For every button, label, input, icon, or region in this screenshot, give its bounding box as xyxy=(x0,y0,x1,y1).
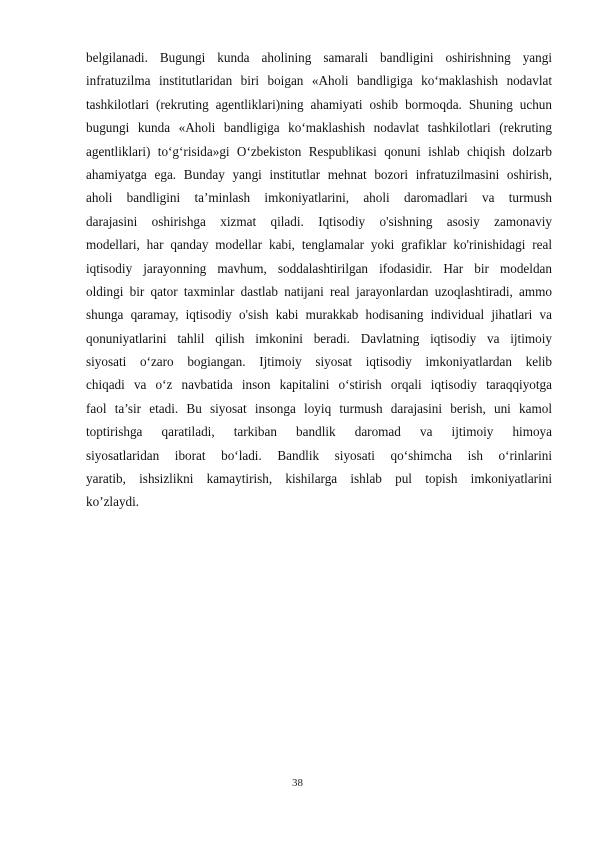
text-line: shunga qaramay, iqtisodiy o'sish kabi murakkab hodisaning individual jihatlari va xyxy=(86,307,552,323)
text-line: agentliklari) to‘g‘risida»gi O‘zbekiston Respublikasi qonuni ishlab chiqish dolzarb xyxy=(86,143,552,159)
text-line: tashkilotlari (rekruting agentliklari)ning ahamiyati oshib bormoqda. Shuning uchun xyxy=(86,96,552,112)
text-line: faol ta’sir etadi. Bu siyosat insonga loyiq turmush darajasini berish, uni kamol xyxy=(86,400,552,416)
text-line: siyosati o‘zaro bogiangan. Ijtimoiy siyosat iqtisodiy imkoniyatlardan kelib xyxy=(86,354,552,370)
text-line: oldingi bir qator taxminlar dastlab natijani real jarayonlardan uzoqlashtiradi, ammo xyxy=(86,283,552,299)
text-line: toptirishga qaratiladi, tarkiban bandlik daromad va ijtimoiy himoya xyxy=(86,424,552,440)
text-line: siyosatlaridan iborat bo‘ladi. Bandlik siyosati qo‘shimcha ish o‘rinlarini xyxy=(86,447,552,463)
text-line: iqtisodiy jarayonning mavhum, soddalashtirilgan ifodasidir. Har bir modeldan xyxy=(86,260,552,276)
text-line-last: ko’zlaydi. xyxy=(86,494,140,510)
text-line: infratuzilma institutlaridan biri boigan «Aholi bandligiga ko‘maklashish nodavlat xyxy=(86,73,552,89)
text-line: yaratib, ishsizlikni kamaytirish, kishilarga ishlab pul topish imkoniyatlarini xyxy=(86,471,552,487)
text-line: belgilanadi. Bugungi kunda aholining samarali bandligini oshirishning yangi xyxy=(86,50,552,65)
text-line: ahamiyatga ega. Bunday yangi institutlar mehnat bozori infratuzilmasini oshirish, xyxy=(86,166,552,182)
text-line: aholi bandligini ta’minlash imkoniyatlarini, aholi daromadlari va turmush xyxy=(86,190,552,206)
text-line: bugungi kunda «Aholi bandligiga ko‘maklashish nodavlat tashkilotlari (rekruting xyxy=(86,120,552,136)
text-line: qonuniyatlarini tahlil qilish imkonini beradi. Davlatning iqtisodiy va ijtimoiy xyxy=(86,330,552,346)
text-line: modellari, har qanday modellar kabi, tenglamalar yoki grafiklar ko'rinishidagi real xyxy=(86,237,552,253)
body-paragraph xyxy=(86,46,552,514)
text-line: darajasini oshirishga xizmat qiladi. Iqtisodiy o'sishning asosiy zamonaviy xyxy=(86,213,552,229)
page-number: 38 xyxy=(292,777,303,789)
text-line: chiqadi va o‘z navbatida inson kapitalini o‘stirish orqali iqtisodiy taraqqiyotga xyxy=(86,377,552,393)
